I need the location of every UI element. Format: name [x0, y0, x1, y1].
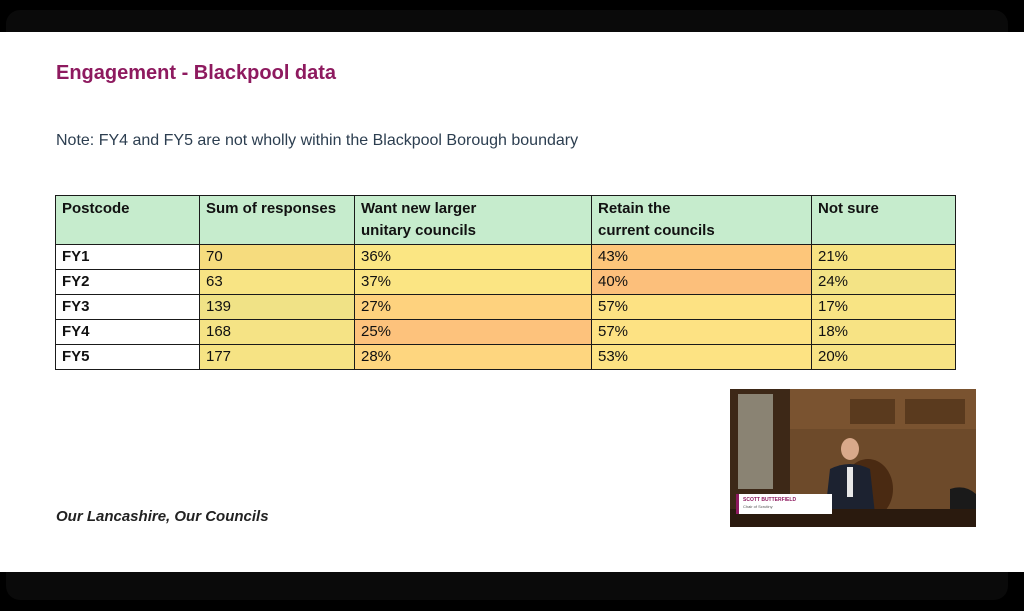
cell-sum-of-responses: 177: [200, 345, 355, 370]
cell-postcode: FY1: [56, 245, 200, 270]
cell-not-sure: 24%: [812, 270, 956, 295]
engagement-table: [55, 195, 956, 370]
cell-postcode: FY3: [56, 295, 200, 320]
header-want-new-councils: [355, 196, 592, 245]
header-line: Want new larger: [361, 200, 477, 217]
speaker-name-caption: [736, 494, 832, 514]
speaker-head: [841, 438, 859, 460]
header-line: unitary councils: [361, 222, 477, 239]
cell-sum-of-responses: 70: [200, 245, 355, 270]
bottom-frame-bar: [0, 572, 1024, 611]
cell-want-new-councils: 25%: [355, 320, 592, 345]
cell-postcode: FY5: [56, 345, 200, 370]
cell-not-sure: 20%: [812, 345, 956, 370]
cell-retain-councils: 57%: [592, 320, 812, 345]
cell-retain-councils: 40%: [592, 270, 812, 295]
header-line: Sum of responses: [206, 200, 337, 217]
speaker-video-inset: [730, 389, 976, 527]
cell-retain-councils: 57%: [592, 295, 812, 320]
cell-sum-of-responses: 168: [200, 320, 355, 345]
bottom-frame-bezel: [6, 572, 1008, 600]
cell-want-new-councils: 27%: [355, 295, 592, 320]
cell-not-sure: 18%: [812, 320, 956, 345]
cell-retain-councils: 53%: [592, 345, 812, 370]
slide-note: Note: FY4 and FY5 are not wholly within the Blackpool Borough boundary: [56, 132, 579, 149]
video-window: [738, 394, 773, 489]
cell-retain-councils: 43%: [592, 245, 812, 270]
header-line: Postcode: [62, 200, 130, 217]
slide-footer: Our Lancashire, Our Councils: [56, 508, 269, 525]
cell-not-sure: 17%: [812, 295, 956, 320]
video-panel-carving: [905, 399, 965, 424]
header-postcode: [56, 196, 200, 245]
top-frame-bar: [0, 0, 1024, 32]
top-frame-bezel: [6, 10, 1008, 32]
caption-role: Chair of Scrutiny: [743, 504, 773, 509]
table-header-row: [56, 196, 956, 245]
header-line: current councils: [598, 222, 715, 239]
cell-sum-of-responses: 139: [200, 295, 355, 320]
caption-name: SCOTT BUTTERFIELD: [743, 497, 797, 503]
table-row: [56, 245, 956, 270]
cell-sum-of-responses: 63: [200, 270, 355, 295]
cell-want-new-councils: 28%: [355, 345, 592, 370]
cell-postcode: FY2: [56, 270, 200, 295]
header-not-sure: [812, 196, 956, 245]
header-sum-of-responses: [200, 196, 355, 245]
table-row: [56, 270, 956, 295]
header-retain-councils: [592, 196, 812, 245]
table-row: [56, 320, 956, 345]
table-row: [56, 295, 956, 320]
slide-title: Engagement - Blackpool data: [56, 62, 337, 84]
header-line: Retain the: [598, 200, 671, 217]
cell-want-new-councils: 37%: [355, 270, 592, 295]
cell-want-new-councils: 36%: [355, 245, 592, 270]
header-line: Not sure: [818, 200, 879, 217]
table-row: [56, 345, 956, 370]
cell-not-sure: 21%: [812, 245, 956, 270]
speaker-shirt: [847, 467, 853, 497]
cell-postcode: FY4: [56, 320, 200, 345]
video-panel-carving: [850, 399, 895, 424]
